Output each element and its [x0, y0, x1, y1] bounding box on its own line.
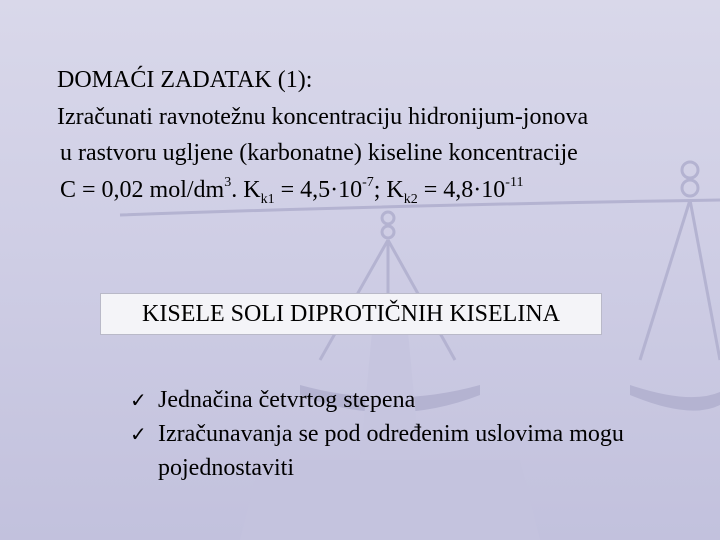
bullet-text-1: Jednačina četvrtog stepena [158, 387, 416, 413]
section-heading-box: KISELE SOLI DIPROTIČNIH KISELINA [100, 293, 602, 335]
list-item [130, 383, 650, 417]
k1-exponent: -7 [362, 174, 374, 190]
list-item [130, 417, 650, 485]
task-line-2: u rastvoru ugljene (karbonatne) kiseline koncentracije [60, 140, 578, 166]
task-line-1: Izračunati ravnotežnu koncentraciju hidronijum-jonova [57, 103, 589, 130]
homework-task [57, 62, 707, 208]
checkmark-icon: ✓ [130, 388, 147, 412]
checkmark-icon: ✓ [130, 422, 147, 446]
k-separator: ; K [373, 176, 404, 203]
k2-value: = 4,8·10 [417, 176, 506, 203]
concentration-text: C = 0,02 mol/dm [60, 176, 225, 203]
task-title: DOMAĆI ZADATAK (1): [57, 67, 313, 93]
k-symbol: . K [231, 176, 261, 203]
task-formula [57, 172, 707, 209]
bullet-text-2: Izračunavanja se pod određenim uslovima mogu pojednostaviti [158, 421, 624, 481]
concentration-exponent: 3 [224, 174, 232, 190]
k1-value: = 4,5·10 [274, 176, 363, 203]
bullet-list [130, 383, 650, 485]
k2-exponent: -11 [505, 174, 524, 190]
k2-subscript: k2 [403, 191, 418, 207]
k1-subscript: k1 [260, 191, 275, 207]
